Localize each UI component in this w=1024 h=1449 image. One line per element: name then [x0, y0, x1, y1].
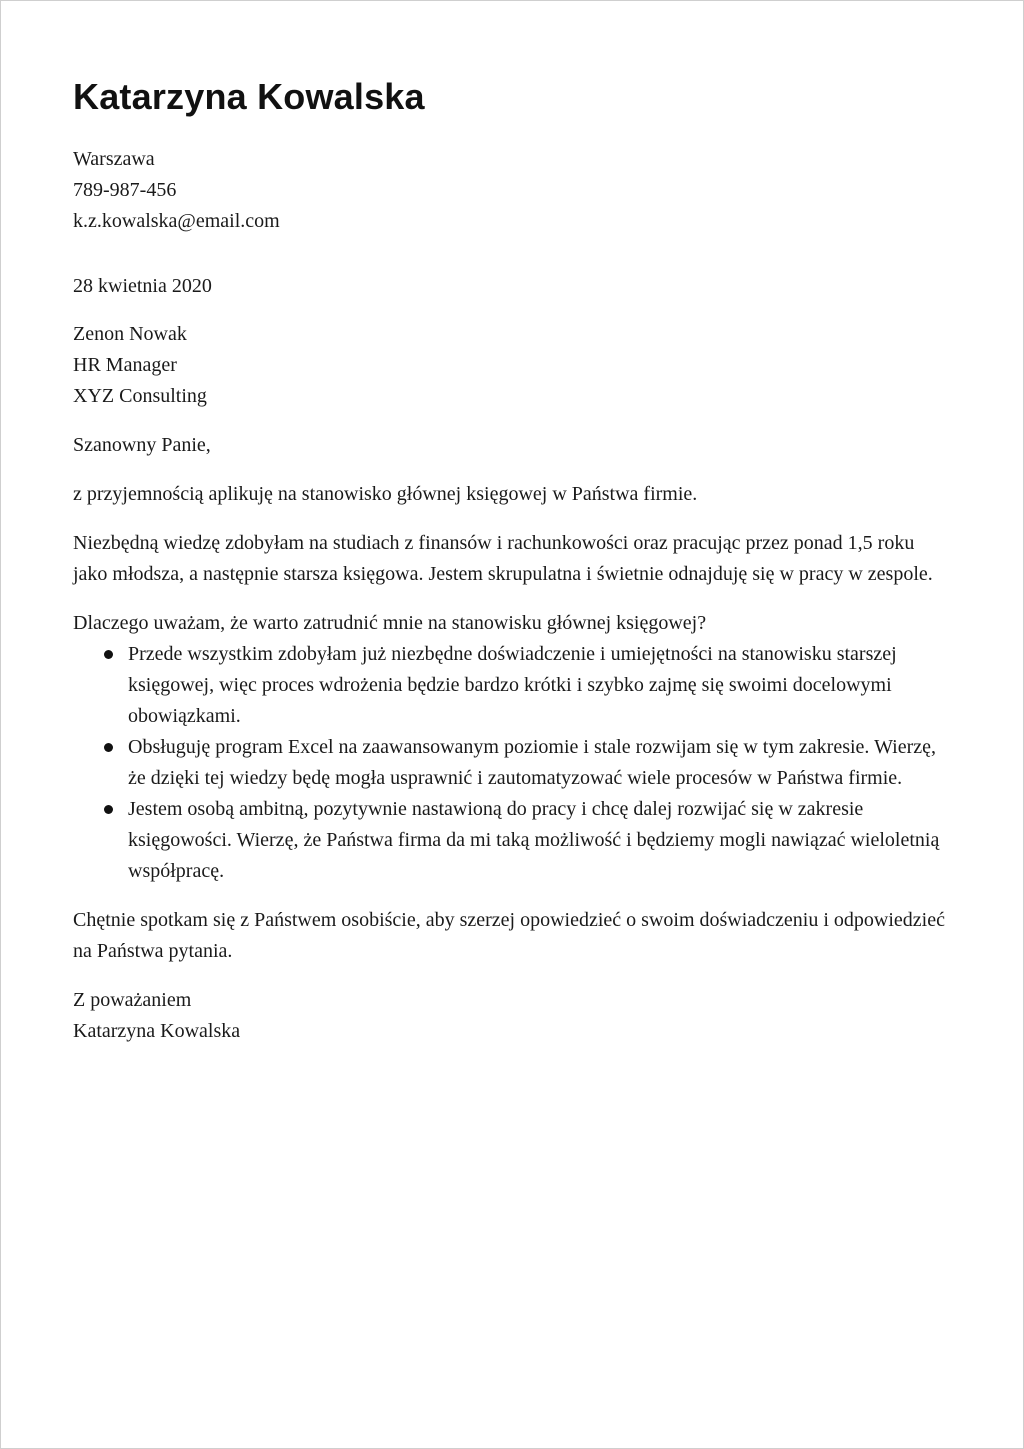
- recipient-block: [73, 319, 953, 412]
- list-item-text: Przede wszystkim zdobyłam już niezbędne doświadczenie i umiejętności na stanowisku starszej księgowej, więc proces wdrożenia będzie bardzo krótki i szybko zajmę się swoimi docelowymi obowiązkami.: [128, 643, 897, 727]
- reasons-list: [73, 639, 953, 887]
- bullet-icon: [104, 743, 113, 752]
- bullet-icon: [104, 805, 113, 814]
- recipient-title: HR Manager: [73, 354, 177, 376]
- letter-date: 28 kwietnia 2020: [73, 275, 212, 297]
- list-item-text: Obsługuję program Excel na zaawansowanym poziomie i stale rozwijam się w tym zakresie. Wierzę, że dzięki tej wiedzy będę mogła usprawnić i zautomatyzować wiele procesów w Państwa firmie.: [128, 736, 936, 789]
- closing-paragraph: Chętnie spotkam się z Państwem osobiście, aby szerzej opowiedzieć o swoim doświadczeniu i odpowiedzieć na Państwa pytania.: [73, 909, 945, 962]
- bullet-icon: [104, 650, 113, 659]
- sender-phone: 789-987-456: [73, 179, 177, 201]
- sender-city: Warszawa: [73, 148, 155, 170]
- signature-name: Katarzyna Kowalska: [73, 1020, 241, 1042]
- list-item-text: Jestem osobą ambitną, pozytywnie nastawioną do pracy i chcę dalej rozwijać się w zakresie księgowości. Wierzę, że Państwa firma da mi taką możliwość i będziemy mogli nawiązać wieloletnią współpracę.: [128, 798, 940, 882]
- list-item: [73, 794, 953, 887]
- recipient-company: XYZ Consulting: [73, 385, 207, 407]
- signoff-phrase: Z poważaniem: [73, 989, 192, 1011]
- sender-contact: [73, 144, 953, 237]
- experience-paragraph: Niezbędną wiedzę zdobyłam na studiach z finansów i rachunkowości oraz pracując przez ponad 1,5 roku jako młodsza, a następnie starsza księgowa. Jestem skrupulatna i świetnie odnajduję się w pracy w zespole.: [73, 532, 933, 585]
- recipient-name: Zenon Nowak: [73, 323, 187, 345]
- list-item: [73, 639, 953, 732]
- sender-name: Katarzyna Kowalska: [73, 76, 425, 117]
- list-item: [73, 732, 953, 794]
- salutation: Szanowny Panie,: [73, 434, 211, 456]
- question-line: Dlaczego uważam, że warto zatrudnić mnie na stanowisku głównej księgowej?: [73, 612, 707, 634]
- signoff-block: [73, 985, 953, 1047]
- letter-content: [73, 71, 953, 1047]
- intro-paragraph: z przyjemnością aplikuję na stanowisko głównej księgowej w Państwa firmie.: [73, 483, 698, 505]
- sender-email: k.z.kowalska@email.com: [73, 210, 280, 232]
